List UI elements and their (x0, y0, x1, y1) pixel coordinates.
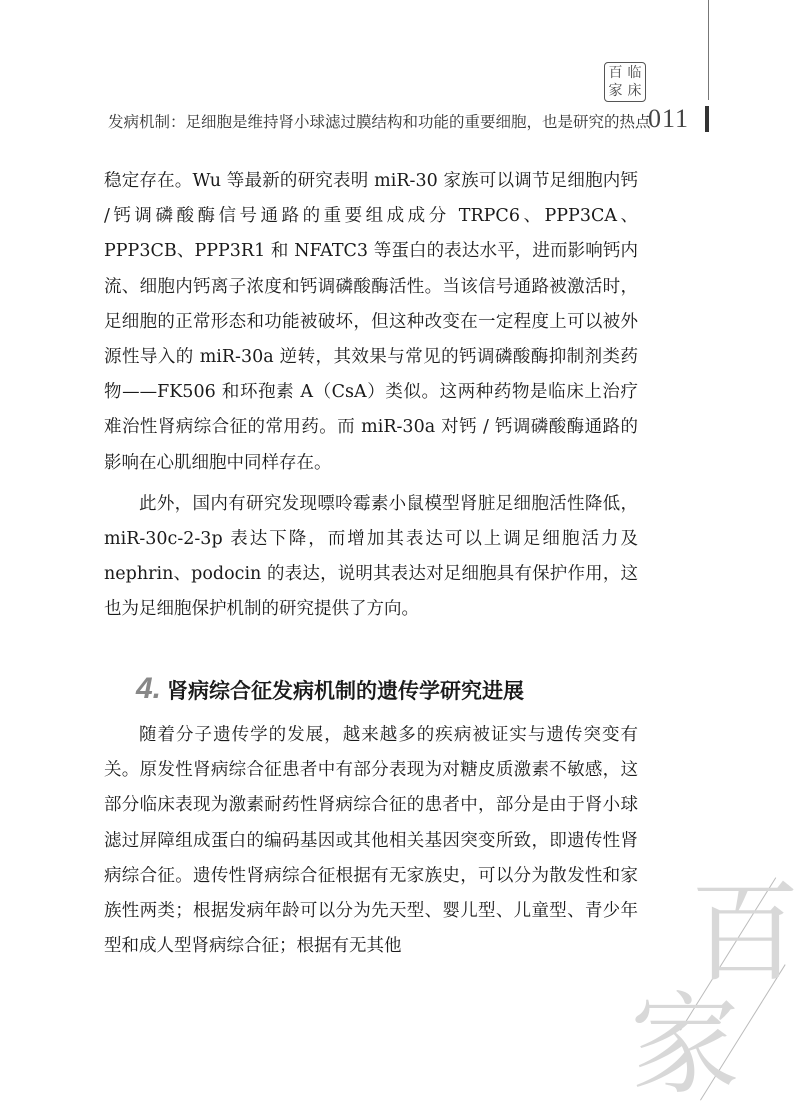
section-title: 肾病综合征发病机制的遗传学研究进展 (167, 679, 525, 703)
watermark-char: 百 (690, 869, 800, 997)
watermark-char: 家 (630, 981, 740, 1109)
paragraph: 随着分子遗传学的发展，越来越多的疾病被证实与遗传突变有关。原发性肾病综合征患者中有部分表现为对糖皮质激素不敏感，这部分临床表现为激素耐药性肾病综合征的患者中，部分是由于肾小球滤过屏障组成蛋白的编码基因或其他相关基因突变所致，即遗传性肾病综合征。遗传性肾病综合征根据有无家族史，可以分为散发性和家族性两类；根据发病年龄可以分为先天型、婴儿型、儿童型、青少年型和成人型肾病综合征；根据有无其他 (104, 725, 638, 957)
section-body (104, 718, 638, 964)
series-logo-seal (604, 62, 646, 102)
page-marker-bar (705, 106, 709, 132)
section-heading (136, 672, 524, 706)
seal-char: 百 (608, 65, 623, 81)
body-text (104, 164, 638, 628)
seal-char: 床 (627, 83, 642, 99)
running-head: 发病机制：足细胞是维持肾小球滤过膜结构和功能的重要细胞，也是研究的热点 (108, 113, 651, 131)
seal-char: 家 (608, 83, 623, 99)
page-number: 011 (648, 104, 690, 133)
section-number: 4. (136, 672, 162, 705)
header-rule (708, 0, 709, 100)
paragraph: 稳定存在。Wu 等最新的研究表明 miR-30 家族可以调节足细胞内钙 /钙调磷酸酶信号通路的重要组成成分 TRPC6、PPP3CA、PPP3CB、PPP3R1 和 NFATC3 等蛋白的表达水平，进而影响钙内流、细胞内钙离子浓度和钙调磷酸酶活性。当该信号通路被激活时，足细胞的正常形态和功能被破坏，但这种改变在一定程度上可以被外源性导入的 miR-30a 逆转，其效果与常见的钙调磷酸酶抑制剂类药物——FK506 和环孢素 A（CsA）类似。这两种药物是临床上治疗难治性肾病综合征的常用药。而 miR-30a 对钙 / 钙调磷酸酶通路的影响在心肌细胞中同样存在。 (104, 171, 638, 473)
seal-char: 临 (627, 65, 642, 81)
paragraph: 此外，国内有研究发现嘌呤霉素小鼠模型肾脏足细胞活性降低，miR-30c-2-3p 表达下降，而增加其表达可以上调足细胞活力及 nephrin、podocin 的表达，说明其表达对足细胞具有保护作用，这也为足细胞保护机制的研究提供了方向。 (104, 493, 638, 620)
